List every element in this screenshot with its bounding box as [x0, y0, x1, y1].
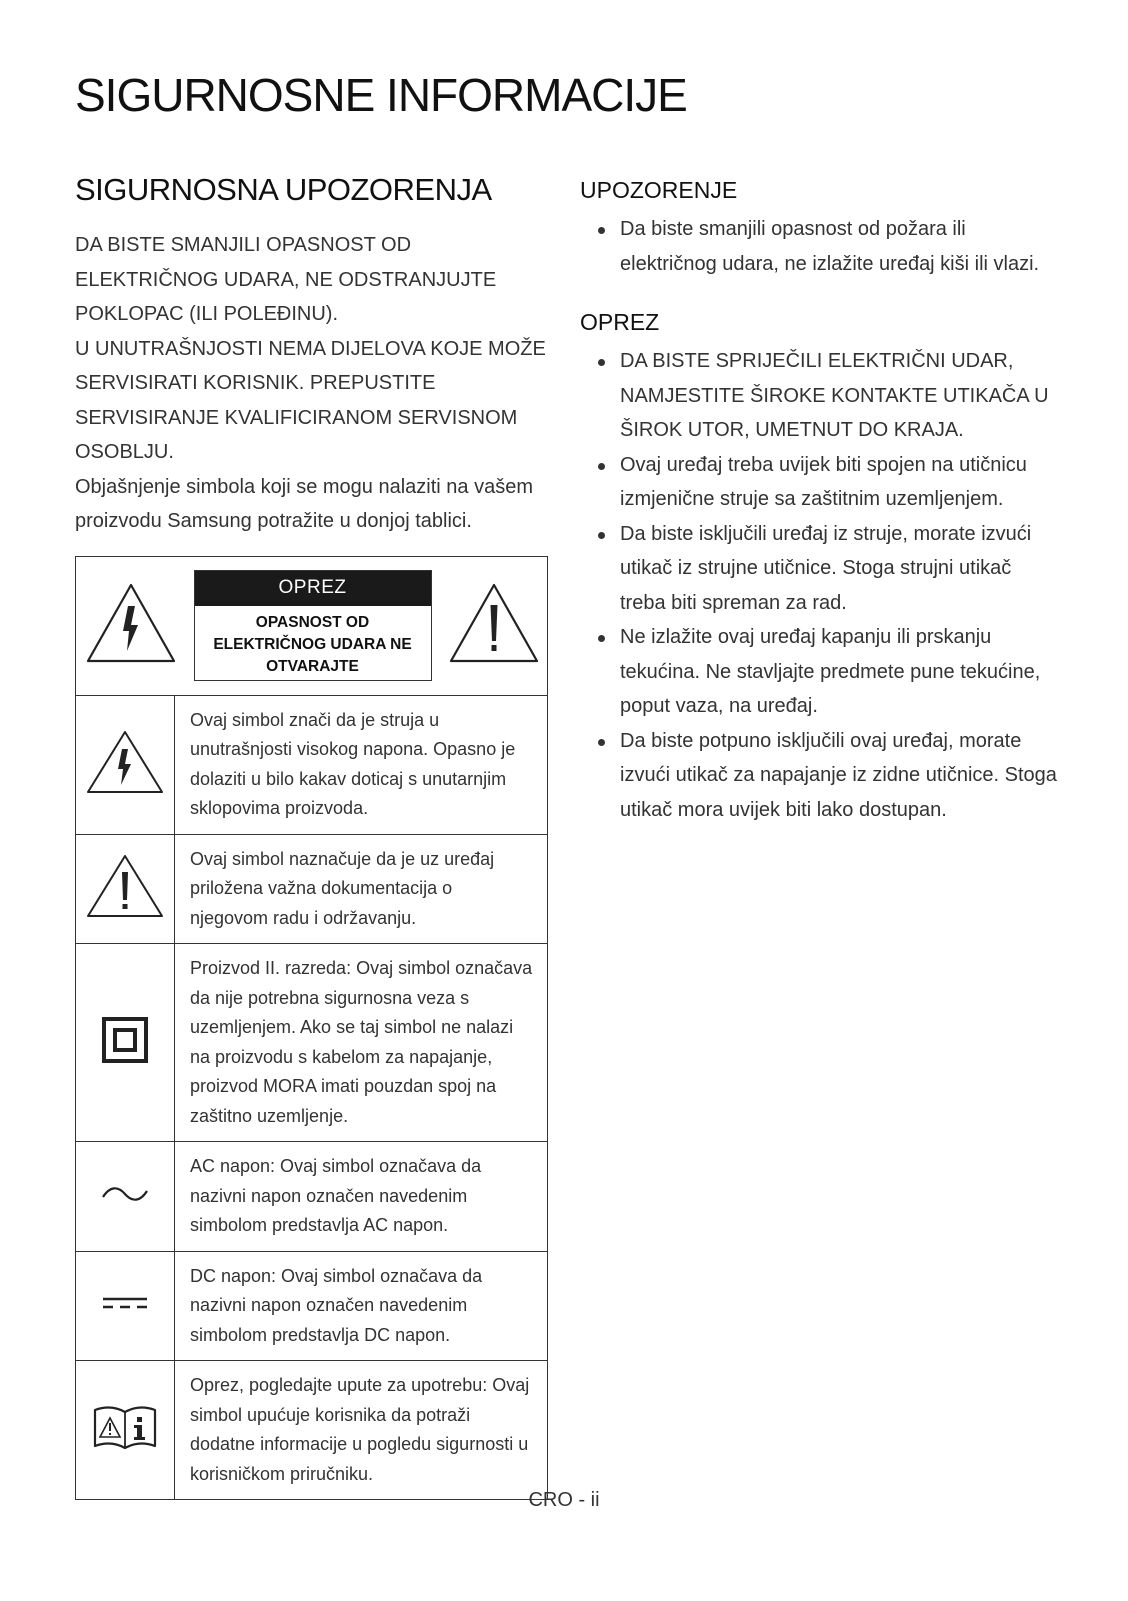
intro-paragraph: DA BISTE SMANJILI OPASNOST OD ELEKTRIČNOG UDARA, NE ODSTRANJUJTE POKLOPAC (ILI POLEĐINU).	[75, 234, 497, 325]
symbol-description: DC napon: Ovaj simbol označava da nazivni napon označen navedenim simbolom predstavlja DC napon.	[175, 1251, 548, 1361]
page-title: SIGURNOSNE INFORMACIJE	[75, 69, 687, 121]
page-number: CRO - ii	[528, 1489, 600, 1511]
symbol-description: Oprez, pogledajte upute za upotrebu: Ovaj simbol upućuje korisnika da potraži dodatne informacije u pogledu sigurnosti u korisničkom priručniku.	[175, 1361, 548, 1500]
manual-caution-icon	[92, 1439, 158, 1456]
badge-title: OPREZ	[195, 571, 431, 606]
symbol-description: Ovaj simbol znači da je struja u unutrašnjosti visokog napona. Opasno je dolaziti u bilo kakav doticaj s unutarnjim sklopovima proizvoda.	[175, 695, 548, 834]
list-item: Da biste potpuno isključili ovaj uređaj, morate izvući utikač za napajanje iz zidne utičnice. Stoga utikač mora uvijek biti lako dostupan.	[580, 724, 1060, 828]
intro-paragraph: U UNUTRAŠNJOSTI NEMA DIJELOVA KOJE MOŽE SERVISIRATI KORISNIK. PREPUSTITE SERVISIRANJE KVALIFICIRANOM SERVISNOM OSOBLJU.	[75, 337, 546, 463]
symbol-description: AC napon: Ovaj simbol označava da nazivni napon označen navedenim simbolom predstavlja AC napon.	[175, 1142, 548, 1252]
caution-badge	[194, 570, 432, 681]
right-column	[580, 172, 1060, 827]
section-heading: SIGURNOSNA UPOZORENJA	[75, 172, 492, 207]
icon-cell	[76, 695, 175, 834]
list-item: Da biste smanjili opasnost od požara ili električnog udara, ne izlažite uređaj kiši ili vlazi.	[580, 212, 1060, 281]
list-item: Ovaj uređaj treba uvijek biti spojen na utičnicu izmjenične struje sa zaštitnim uzemljenjem.	[580, 448, 1060, 517]
icon-cell	[76, 1361, 175, 1500]
icon-cell	[76, 834, 175, 944]
symbol-description: Proizvod II. razreda: Ovaj simbol označava da nije potrebna sigurnosna veza s uzemljenjem. Ako se taj simbol ne nalazi na proizvodu s kabelom za napajanje, proizvod MORA imati pouzdan spoj na zaštitno uzemljenje.	[175, 944, 548, 1142]
icon-cell	[76, 1142, 175, 1252]
exclamation-icon	[85, 906, 165, 923]
list-item: Ne izlažite ovaj uređaj kapanju ili prskanju tekućina. Ne stavljajte predmete pune tekućine, poput vaza, na uređaj.	[580, 620, 1060, 724]
dc-voltage-icon	[100, 1300, 150, 1317]
icon-cell	[76, 944, 175, 1142]
warning-heading: UPOZORENJE	[580, 177, 738, 203]
high-voltage-icon	[85, 782, 165, 799]
warning-list	[580, 212, 1060, 281]
intro-text	[75, 228, 550, 539]
high-voltage-icon	[84, 581, 178, 670]
exclamation-icon	[447, 581, 541, 670]
icon-cell	[76, 1251, 175, 1361]
left-column	[75, 172, 550, 1500]
caution-heading: OPREZ	[580, 309, 660, 335]
list-item: DA BISTE SPRIJEČILI ELEKTRIČNI UDAR, NAMJESTITE ŠIROKE KONTAKTE UTIKAČA U ŠIROK UTOR, UMETNUT DO KRAJA.	[580, 344, 1060, 448]
caution-label-cell	[76, 556, 548, 695]
symbol-description: Ovaj simbol naznačuje da je uz uređaj priložena važna dokumentacija o njegovom radu i održavanju.	[175, 834, 548, 944]
double-insulation-icon	[101, 1051, 149, 1068]
symbols-table	[75, 556, 548, 1501]
caution-list	[580, 344, 1060, 827]
intro-paragraph: Objašnjenje simbola koji se mogu nalaziti na vašem proizvodu Samsung potražite u donjoj tablici.	[75, 475, 534, 532]
badge-text: OPASNOST OD ELEKTRIČNOG UDARA NE OTVARAJTE	[213, 614, 412, 675]
list-item: Da biste isključili uređaj iz struje, morate izvući utikač iz strujne utičnice. Stoga strujni utikač treba biti spreman za rad.	[580, 517, 1060, 621]
ac-voltage-icon	[100, 1191, 150, 1208]
